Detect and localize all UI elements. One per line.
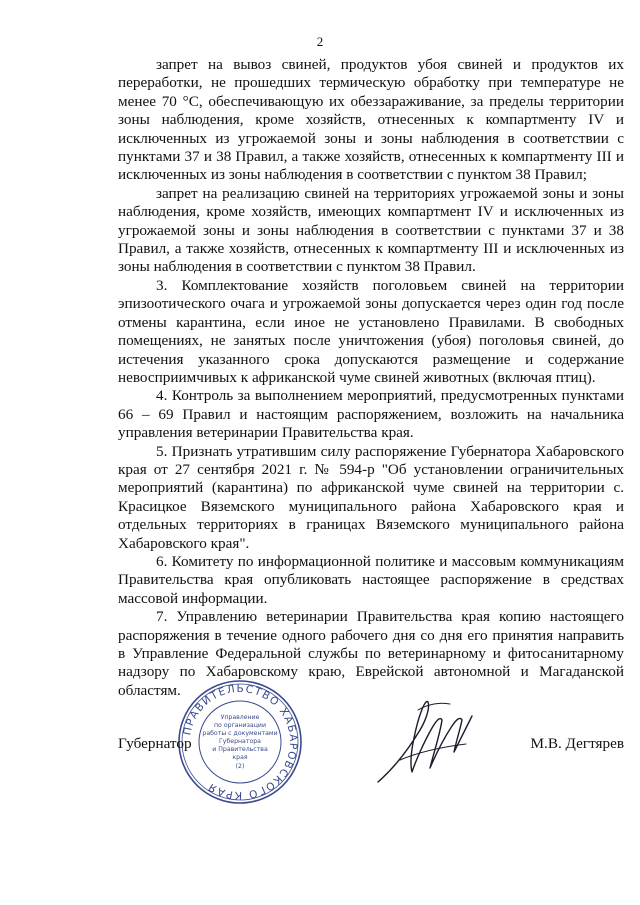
paragraph: 6. Комитету по информационной политике и массовым коммуникациям Правительства края опубликовать настоящее распоряжение в средствах массовой информации.: [118, 552, 624, 607]
paragraph: запрет на вывоз свиней, продуктов убоя свиней и продуктов их переработки, не прошедших термическую обработку при температуре не менее 70 °С, обеспечивающую их обеззараживание, за пределы территории зоны наблюдения, кроме хозяйств, отнесенных к компартменту IV и исключенных из угрожаемой зоны и зоны наблюдения в соответствии с пунктами 37 и 38 Правил, а также хозяйств, отнесенных к компартменту III и исключенных из зоны наблюдения в соответствии с пунктом 38 Правил;: [118, 56, 624, 184]
svg-text:Губернатора: Губернатора: [219, 738, 261, 745]
svg-text:и Правительства: и Правительства: [212, 746, 268, 753]
handwritten-signature: [370, 690, 480, 790]
paragraph: запрет на реализацию свиней на территориях угрожаемой зоны и зоны наблюдения, кроме хозяйств, имеющих компартмент IV и исключенных из угрожаемой зоны и зоны наблюдения в соответствии с пунктами 37 и 38 Правил, а также хозяйств, отнесенных к компартменту III и исключенных из зоны наблюдения в соответствии с пунктом 38 Правил.: [118, 184, 624, 276]
svg-text:Управление: Управление: [220, 714, 260, 721]
page-number: 2: [316, 34, 324, 49]
svg-text:по организации: по организации: [214, 722, 266, 729]
paragraph: 4. Контроль за выполнением мероприятий, предусмотренных пунктами 66 – 69 Правил и настоящим распоряжением, возложить на начальника управления ветеринарии Правительства края.: [118, 387, 624, 442]
signatory-name: М.В. Дегтярев: [530, 735, 624, 752]
document-body: [118, 56, 624, 700]
svg-text:ПРАВИТЕЛЬСТВО ХАБАРОВСКОГО КРА: ПРАВИТЕЛЬСТВО ХАБАРОВСКОГО КРАЯ: [181, 682, 300, 802]
signatory-title: Губернатор: [118, 735, 192, 752]
paragraph: 3. Комплектование хозяйств поголовьем свиней на территории эпизоотического очага и угрожаемой зоны допускается через один год после отмены карантина, если иное не установлено Правилами. В свободных помещениях, не занятых после уничтожения (убоя) поголовья свиней, до истечения указанного срока допускаются размещение и содержание невосприимчивых к африканской чуме свиней животных (включая птиц).: [118, 276, 624, 386]
svg-text:края: края: [232, 754, 248, 761]
svg-text:работы с документами: работы с документами: [202, 730, 278, 737]
paragraph: 7. Управлению ветеринарии Правительства края копию настоящего распоряжения в течение одного рабочего дня со дня его принятия направить в Управление Федеральной службы по ветеринарному и фитосанитарному надзору по Хабаровскому краю, Еврейской автономной и Магаданской областям.: [118, 608, 624, 699]
paragraph: 5. Признать утратившим силу распоряжение Губернатора Хабаровского края от 27 сентября 2021 г. № 594-р "Об установлении ограничительных мероприятий (карантина) по африканской чуме свиней на территории с. Красицкое Вяземского муниципального района Хабаровского края и отдельных территориях в границах Вяземского муниципального района Хабаровского края".: [118, 442, 624, 552]
svg-text:(2): (2): [235, 763, 245, 770]
